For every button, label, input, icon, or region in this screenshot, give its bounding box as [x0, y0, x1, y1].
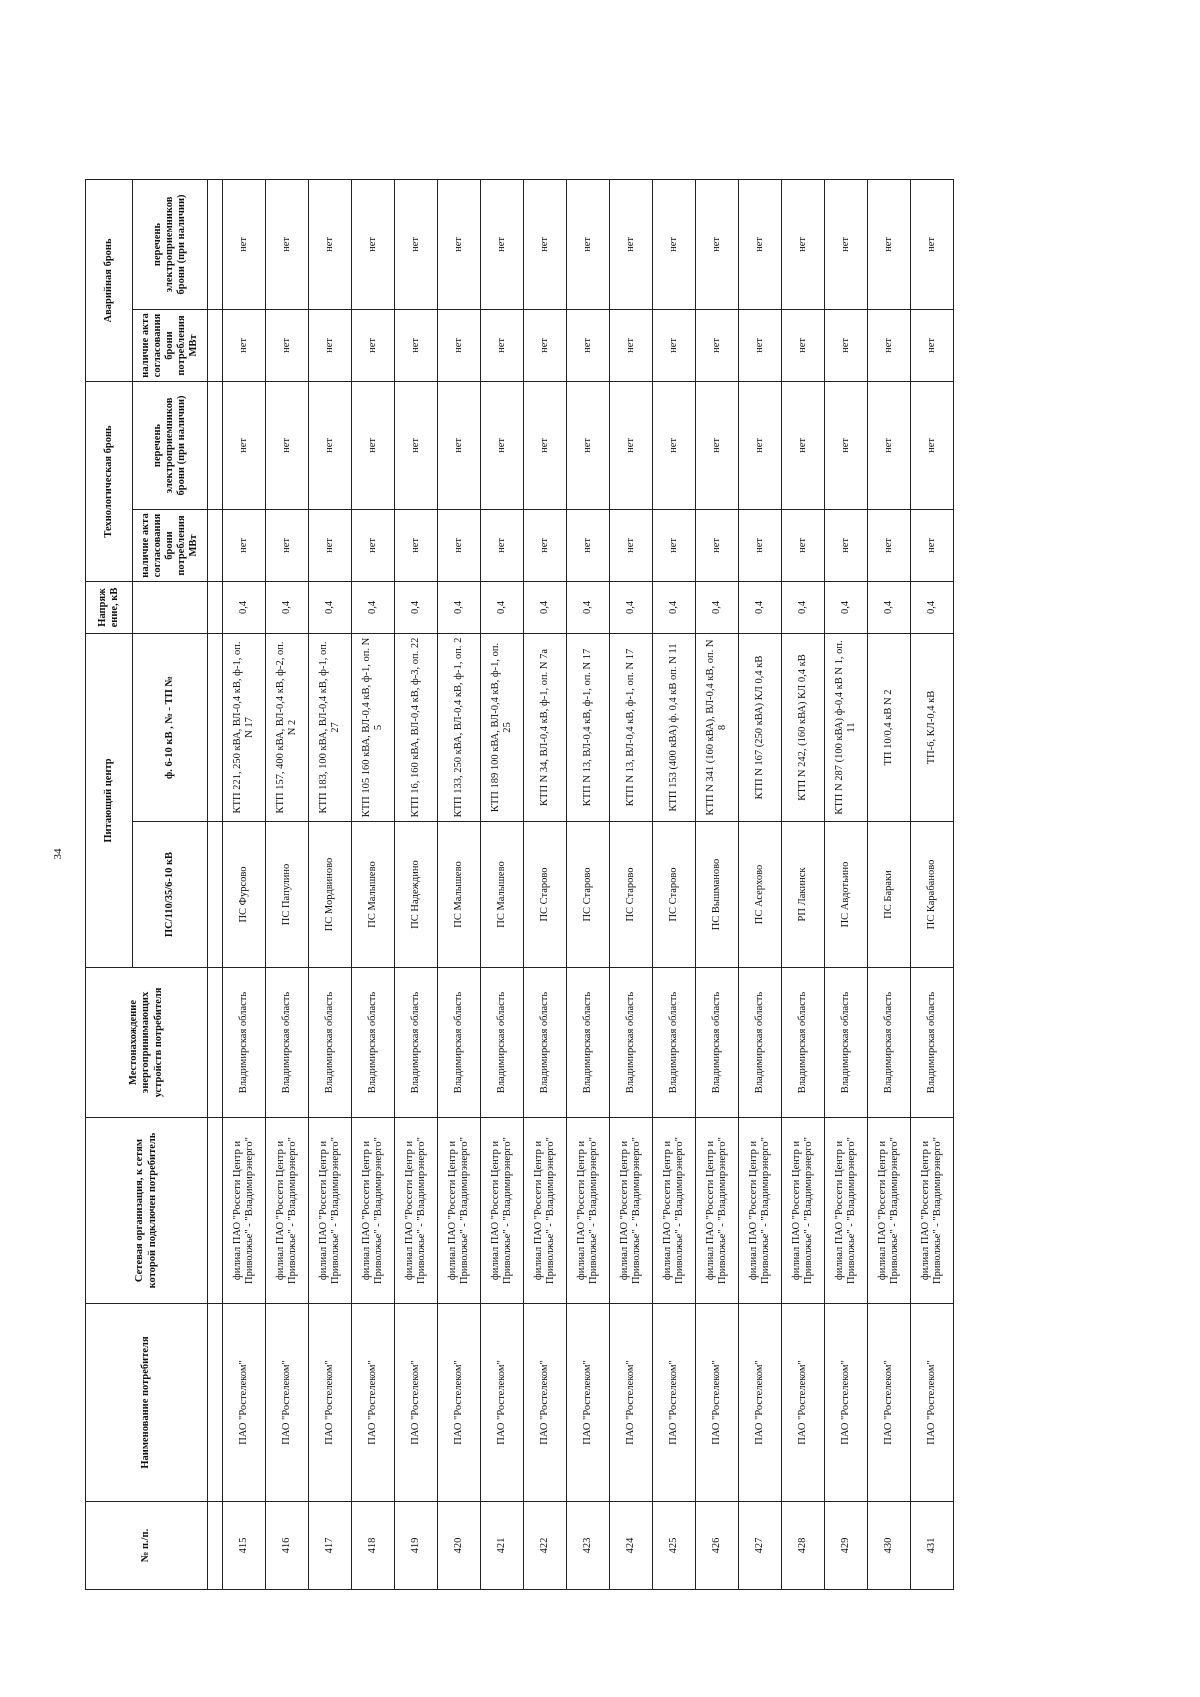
- header-pad-cell: [208, 309, 223, 381]
- cell-num: 429: [825, 1502, 868, 1590]
- header-num: № п./п.: [86, 1502, 208, 1590]
- cell-emerg-list: нет: [696, 179, 739, 309]
- cell-emerg-list: нет: [266, 179, 309, 309]
- header-consumer: Наименование потребителя: [86, 1304, 208, 1502]
- header-network-org: Сетевая организация, к сетям которой подключен потребитель: [86, 1118, 208, 1304]
- header-emerg-act: наличие акта согласования брони потребления МВт: [133, 309, 208, 381]
- cell-tech-list: нет: [438, 381, 481, 509]
- cell-voltage: 0,4: [266, 581, 309, 633]
- cell-tech-act: нет: [567, 509, 610, 581]
- cell-feeder: КТП 189 100 кВА, ВЛ-0,4 кВ, ф-1, оп. 25: [481, 633, 524, 821]
- table-row: [524, 179, 567, 1589]
- cell-ps: ПС Старово: [524, 822, 567, 968]
- header-location: Местонахождение энергопринимающих устройств потребителя: [86, 968, 208, 1118]
- cell-location: Владимирская область: [524, 968, 567, 1118]
- cell-num: 415: [223, 1502, 266, 1590]
- cell-location: Владимирская область: [309, 968, 352, 1118]
- cell-emerg-list: нет: [825, 179, 868, 309]
- cell-feeder: КТП 221, 250 кВА, ВЛ-0,4 кВ, ф-1, оп. N 17: [223, 633, 266, 821]
- cell-consumer: ПАО "Ростелеком": [696, 1304, 739, 1502]
- cell-tech-act: нет: [524, 509, 567, 581]
- cell-network-org: филиал ПАО "Россети Центр и Приволжье" - "Владимирэнерго": [868, 1118, 911, 1304]
- cell-emerg-act: нет: [696, 309, 739, 381]
- cell-emerg-act: нет: [481, 309, 524, 381]
- table-row: [868, 179, 911, 1589]
- header-pad-cell: [208, 1118, 223, 1304]
- cell-voltage: 0,4: [352, 581, 395, 633]
- cell-location: Владимирская область: [481, 968, 524, 1118]
- cell-tech-list: нет: [911, 381, 954, 509]
- table-row: [309, 179, 352, 1589]
- table-row: [782, 179, 825, 1589]
- cell-emerg-act: нет: [266, 309, 309, 381]
- cell-tech-act: нет: [739, 509, 782, 581]
- cell-tech-list: нет: [223, 381, 266, 509]
- cell-network-org: филиал ПАО "Россети Центр и Приволжье" - "Владимирэнерго": [567, 1118, 610, 1304]
- cell-feeder: ТП 10/0,4 кВ N 2: [868, 633, 911, 821]
- cell-consumer: ПАО "Ростелеком": [782, 1304, 825, 1502]
- reserve-table: [85, 179, 954, 1590]
- cell-ps: ПС Старово: [567, 822, 610, 968]
- header-pad-cell: [208, 822, 223, 968]
- cell-location: Владимирская область: [352, 968, 395, 1118]
- cell-emerg-act: нет: [309, 309, 352, 381]
- cell-feeder: КТП N 13, ВЛ-0,4 кВ, ф-1, оп. N 17: [610, 633, 653, 821]
- cell-consumer: ПАО "Ростелеком": [438, 1304, 481, 1502]
- cell-num: 428: [782, 1502, 825, 1590]
- cell-voltage: 0,4: [610, 581, 653, 633]
- page-number: 34: [52, 848, 64, 860]
- table-row: [825, 179, 868, 1589]
- cell-consumer: ПАО "Ростелеком": [868, 1304, 911, 1502]
- cell-num: 425: [653, 1502, 696, 1590]
- cell-tech-act: нет: [782, 509, 825, 581]
- cell-voltage: 0,4: [223, 581, 266, 633]
- header-supply-center: Питающий центр: [86, 633, 133, 967]
- cell-ps: ПС Малышево: [438, 822, 481, 968]
- cell-voltage: 0,4: [438, 581, 481, 633]
- cell-network-org: филиал ПАО "Россети Центр и Приволжье" - "Владимирэнерго": [266, 1118, 309, 1304]
- cell-num: 423: [567, 1502, 610, 1590]
- cell-tech-list: нет: [610, 381, 653, 509]
- cell-emerg-list: нет: [868, 179, 911, 309]
- cell-tech-act: нет: [438, 509, 481, 581]
- cell-feeder: КТП N 167 (250 кВА) КЛ 0,4 кВ: [739, 633, 782, 821]
- cell-location: Владимирская область: [739, 968, 782, 1118]
- table-row: [567, 179, 610, 1589]
- cell-ps: ПС Малышево: [352, 822, 395, 968]
- cell-voltage: 0,4: [739, 581, 782, 633]
- header-pad-cell: [208, 179, 223, 309]
- table-row: [610, 179, 653, 1589]
- cell-network-org: филиал ПАО "Россети Центр и Приволжье" - "Владимирэнерго": [395, 1118, 438, 1304]
- cell-emerg-list: нет: [352, 179, 395, 309]
- cell-ps: ПС Карабаново: [911, 822, 954, 968]
- cell-consumer: ПАО "Ростелеком": [524, 1304, 567, 1502]
- table-row: [438, 179, 481, 1589]
- cell-ps: ПС Авдотьино: [825, 822, 868, 968]
- cell-voltage: 0,4: [868, 581, 911, 633]
- cell-emerg-list: нет: [911, 179, 954, 309]
- cell-ps: ПС Старово: [653, 822, 696, 968]
- cell-voltage: 0,4: [825, 581, 868, 633]
- table-row: [739, 179, 782, 1589]
- cell-emerg-list: нет: [567, 179, 610, 309]
- cell-ps: ПС Малышево: [481, 822, 524, 968]
- header-pad-cell: [208, 1502, 223, 1590]
- header-emerg-reserve: Аварийная бронь: [86, 179, 133, 381]
- header-feeder: ф. 6-10 кВ , № - ТП №: [133, 633, 208, 821]
- cell-emerg-list: нет: [395, 179, 438, 309]
- cell-num: 417: [309, 1502, 352, 1590]
- cell-tech-list: нет: [567, 381, 610, 509]
- header-pad-cell: [208, 968, 223, 1118]
- cell-location: Владимирская область: [223, 968, 266, 1118]
- cell-feeder: КТП 153 (400 кВА) ф. 0,4 кВ оп. N 11: [653, 633, 696, 821]
- cell-emerg-list: нет: [653, 179, 696, 309]
- cell-network-org: филиал ПАО "Россети Центр и Приволжье" - "Владимирэнерго": [782, 1118, 825, 1304]
- table-row: [653, 179, 696, 1589]
- cell-emerg-list: нет: [610, 179, 653, 309]
- cell-feeder: КТП N 287 (100 кВА) ф-0,4 кВ N 1, оп. 11: [825, 633, 868, 821]
- cell-tech-list: нет: [266, 381, 309, 509]
- cell-network-org: филиал ПАО "Россети Центр и Приволжье" - "Владимирэнерго": [223, 1118, 266, 1304]
- cell-emerg-act: нет: [610, 309, 653, 381]
- cell-ps: ПС Старово: [610, 822, 653, 968]
- cell-emerg-list: нет: [524, 179, 567, 309]
- cell-location: Владимирская область: [610, 968, 653, 1118]
- cell-consumer: ПАО "Ростелеком": [352, 1304, 395, 1502]
- cell-emerg-act: нет: [868, 309, 911, 381]
- cell-tech-list: нет: [481, 381, 524, 509]
- cell-voltage: 0,4: [309, 581, 352, 633]
- header-pad-cell: [208, 581, 223, 633]
- header-pad-cell: [208, 509, 223, 581]
- cell-emerg-list: нет: [438, 179, 481, 309]
- cell-ps: РП Лакинск: [782, 822, 825, 968]
- header-voltage: Напряж ение, кВ: [86, 581, 133, 633]
- cell-ps: ПС Бараки: [868, 822, 911, 968]
- cell-voltage: 0,4: [696, 581, 739, 633]
- cell-network-org: филиал ПАО "Россети Центр и Приволжье" - "Владимирэнерго": [610, 1118, 653, 1304]
- cell-consumer: ПАО "Ростелеком": [825, 1304, 868, 1502]
- cell-emerg-list: нет: [223, 179, 266, 309]
- cell-ps: ПС Мордвиново: [309, 822, 352, 968]
- cell-emerg-list: нет: [309, 179, 352, 309]
- cell-tech-list: нет: [524, 381, 567, 509]
- cell-ps: ПС Асерхово: [739, 822, 782, 968]
- cell-tech-list: нет: [309, 381, 352, 509]
- cell-voltage: 0,4: [911, 581, 954, 633]
- cell-num: 430: [868, 1502, 911, 1590]
- cell-tech-act: нет: [481, 509, 524, 581]
- cell-tech-act: нет: [653, 509, 696, 581]
- table-row: [266, 179, 309, 1589]
- cell-emerg-act: нет: [739, 309, 782, 381]
- cell-num: 424: [610, 1502, 653, 1590]
- cell-tech-act: нет: [352, 509, 395, 581]
- cell-feeder: КТП 105 160 кВА, ВЛ-0,4 кВ, ф-1, оп. N 5: [352, 633, 395, 821]
- cell-network-org: филиал ПАО "Россети Центр и Приволжье" - "Владимирэнерго": [696, 1118, 739, 1304]
- cell-location: Владимирская область: [653, 968, 696, 1118]
- cell-emerg-list: нет: [481, 179, 524, 309]
- cell-num: 422: [524, 1502, 567, 1590]
- cell-voltage: 0,4: [395, 581, 438, 633]
- cell-tech-list: нет: [825, 381, 868, 509]
- cell-tech-act: нет: [696, 509, 739, 581]
- cell-feeder: КТП N 341 (160 кВА), ВЛ-0,4 кВ, оп. N 8: [696, 633, 739, 821]
- header-pad-cell: [208, 381, 223, 509]
- cell-tech-list: нет: [352, 381, 395, 509]
- cell-emerg-list: нет: [739, 179, 782, 309]
- cell-consumer: ПАО "Ростелеком": [911, 1304, 954, 1502]
- table-row: [223, 179, 266, 1589]
- cell-location: Владимирская область: [868, 968, 911, 1118]
- cell-network-org: филиал ПАО "Россети Центр и Приволжье" - "Владимирэнерго": [352, 1118, 395, 1304]
- header-emerg-list: перечень электроприемников брони (при наличии): [133, 179, 208, 309]
- cell-num: 420: [438, 1502, 481, 1590]
- cell-emerg-act: нет: [524, 309, 567, 381]
- cell-tech-list: нет: [395, 381, 438, 509]
- cell-tech-act: нет: [395, 509, 438, 581]
- header-tech-act: наличие акта согласования брони потребления МВт: [133, 509, 208, 581]
- cell-emerg-act: нет: [395, 309, 438, 381]
- cell-num: 427: [739, 1502, 782, 1590]
- cell-voltage: 0,4: [481, 581, 524, 633]
- header-tech-reserve: Технологическая бронь: [86, 381, 133, 581]
- cell-feeder: ТП-6, КЛ-0,4 кВ: [911, 633, 954, 821]
- header-pad-cell: [208, 1304, 223, 1502]
- cell-tech-act: нет: [266, 509, 309, 581]
- cell-tech-act: нет: [309, 509, 352, 581]
- cell-feeder: КТП N 242, (160 кВА) КЛ 0,4 кВ: [782, 633, 825, 821]
- cell-feeder: КТП 157, 400 кВА, ВЛ-0,4 кВ, ф-2, оп. N 2: [266, 633, 309, 821]
- cell-feeder: КТП N 34, ВЛ-0,4 кВ, ф-1, оп. N 7а: [524, 633, 567, 821]
- cell-location: Владимирская область: [825, 968, 868, 1118]
- cell-location: Владимирская область: [567, 968, 610, 1118]
- cell-emerg-act: нет: [653, 309, 696, 381]
- cell-tech-act: нет: [911, 509, 954, 581]
- cell-location: Владимирская область: [438, 968, 481, 1118]
- table-row: [395, 179, 438, 1589]
- header-pad-cell: [208, 633, 223, 821]
- cell-consumer: ПАО "Ростелеком": [309, 1304, 352, 1502]
- cell-tech-list: нет: [696, 381, 739, 509]
- cell-location: Владимирская область: [696, 968, 739, 1118]
- cell-consumer: ПАО "Ростелеком": [266, 1304, 309, 1502]
- cell-consumer: ПАО "Ростелеком": [653, 1304, 696, 1502]
- cell-voltage: 0,4: [653, 581, 696, 633]
- cell-emerg-act: нет: [782, 309, 825, 381]
- cell-tech-act: нет: [223, 509, 266, 581]
- cell-emerg-act: нет: [567, 309, 610, 381]
- table-row: [481, 179, 524, 1589]
- cell-network-org: филиал ПАО "Россети Центр и Приволжье" - "Владимирэнерго": [309, 1118, 352, 1304]
- cell-emerg-act: нет: [223, 309, 266, 381]
- cell-network-org: филиал ПАО "Россети Центр и Приволжье" - "Владимирэнерго": [911, 1118, 954, 1304]
- cell-num: 418: [352, 1502, 395, 1590]
- cell-ps: ПС Папулино: [266, 822, 309, 968]
- header-voltage-blank: [133, 581, 208, 633]
- cell-network-org: филиал ПАО "Россети Центр и Приволжье" - "Владимирэнерго": [739, 1118, 782, 1304]
- cell-network-org: филиал ПАО "Россети Центр и Приволжье" - "Владимирэнерго": [524, 1118, 567, 1304]
- cell-location: Владимирская область: [911, 968, 954, 1118]
- cell-location: Владимирская область: [782, 968, 825, 1118]
- cell-ps: ПС Фурсово: [223, 822, 266, 968]
- cell-tech-list: нет: [782, 381, 825, 509]
- cell-feeder: КТП 133, 250 кВА, ВЛ-0,4 кВ, ф-1, оп. 2: [438, 633, 481, 821]
- cell-ps: ПС Вышманово: [696, 822, 739, 968]
- cell-num: 421: [481, 1502, 524, 1590]
- cell-feeder: КТП 16, 160 кВА, ВЛ-0,4 кВ, ф-3, оп. 22: [395, 633, 438, 821]
- cell-consumer: ПАО "Ростелеком": [610, 1304, 653, 1502]
- reserve-table-sheet: [85, 180, 1125, 1590]
- cell-voltage: 0,4: [567, 581, 610, 633]
- table-row: [352, 179, 395, 1589]
- cell-tech-list: нет: [868, 381, 911, 509]
- cell-tech-list: нет: [739, 381, 782, 509]
- cell-tech-act: нет: [868, 509, 911, 581]
- cell-voltage: 0,4: [524, 581, 567, 633]
- cell-feeder: КТП 183, 100 кВА, ВЛ-0,4 кВ, ф-1, оп. 27: [309, 633, 352, 821]
- cell-network-org: филиал ПАО "Россети Центр и Приволжье" - "Владимирэнерго": [481, 1118, 524, 1304]
- cell-tech-act: нет: [825, 509, 868, 581]
- cell-consumer: ПАО "Ростелеком": [481, 1304, 524, 1502]
- cell-consumer: ПАО "Ростелеком": [567, 1304, 610, 1502]
- cell-network-org: филиал ПАО "Россети Центр и Приволжье" - "Владимирэнерго": [825, 1118, 868, 1304]
- table-row: [911, 179, 954, 1589]
- cell-num: 416: [266, 1502, 309, 1590]
- cell-consumer: ПАО "Ростелеком": [223, 1304, 266, 1502]
- cell-num: 431: [911, 1502, 954, 1590]
- cell-consumer: ПАО "Ростелеком": [739, 1304, 782, 1502]
- cell-emerg-act: нет: [825, 309, 868, 381]
- cell-voltage: 0,4: [782, 581, 825, 633]
- cell-emerg-act: нет: [911, 309, 954, 381]
- cell-tech-list: нет: [653, 381, 696, 509]
- cell-tech-act: нет: [610, 509, 653, 581]
- table-row: [696, 179, 739, 1589]
- cell-num: 426: [696, 1502, 739, 1590]
- cell-emerg-act: нет: [352, 309, 395, 381]
- cell-emerg-list: нет: [782, 179, 825, 309]
- cell-network-org: филиал ПАО "Россети Центр и Приволжье" - "Владимирэнерго": [653, 1118, 696, 1304]
- cell-num: 419: [395, 1502, 438, 1590]
- header-ps: ПС/110/35/6-10 кВ: [133, 822, 208, 968]
- cell-consumer: ПАО "Ростелеком": [395, 1304, 438, 1502]
- cell-location: Владимирская область: [266, 968, 309, 1118]
- header-tech-list: перечень электроприемников брони (при наличии): [133, 381, 208, 509]
- cell-emerg-act: нет: [438, 309, 481, 381]
- cell-ps: ПС Надеждино: [395, 822, 438, 968]
- cell-feeder: КТП N 13, ВЛ-0,4 кВ, ф-1, оп. N 17: [567, 633, 610, 821]
- cell-network-org: филиал ПАО "Россети Центр и Приволжье" - "Владимирэнерго": [438, 1118, 481, 1304]
- cell-location: Владимирская область: [395, 968, 438, 1118]
